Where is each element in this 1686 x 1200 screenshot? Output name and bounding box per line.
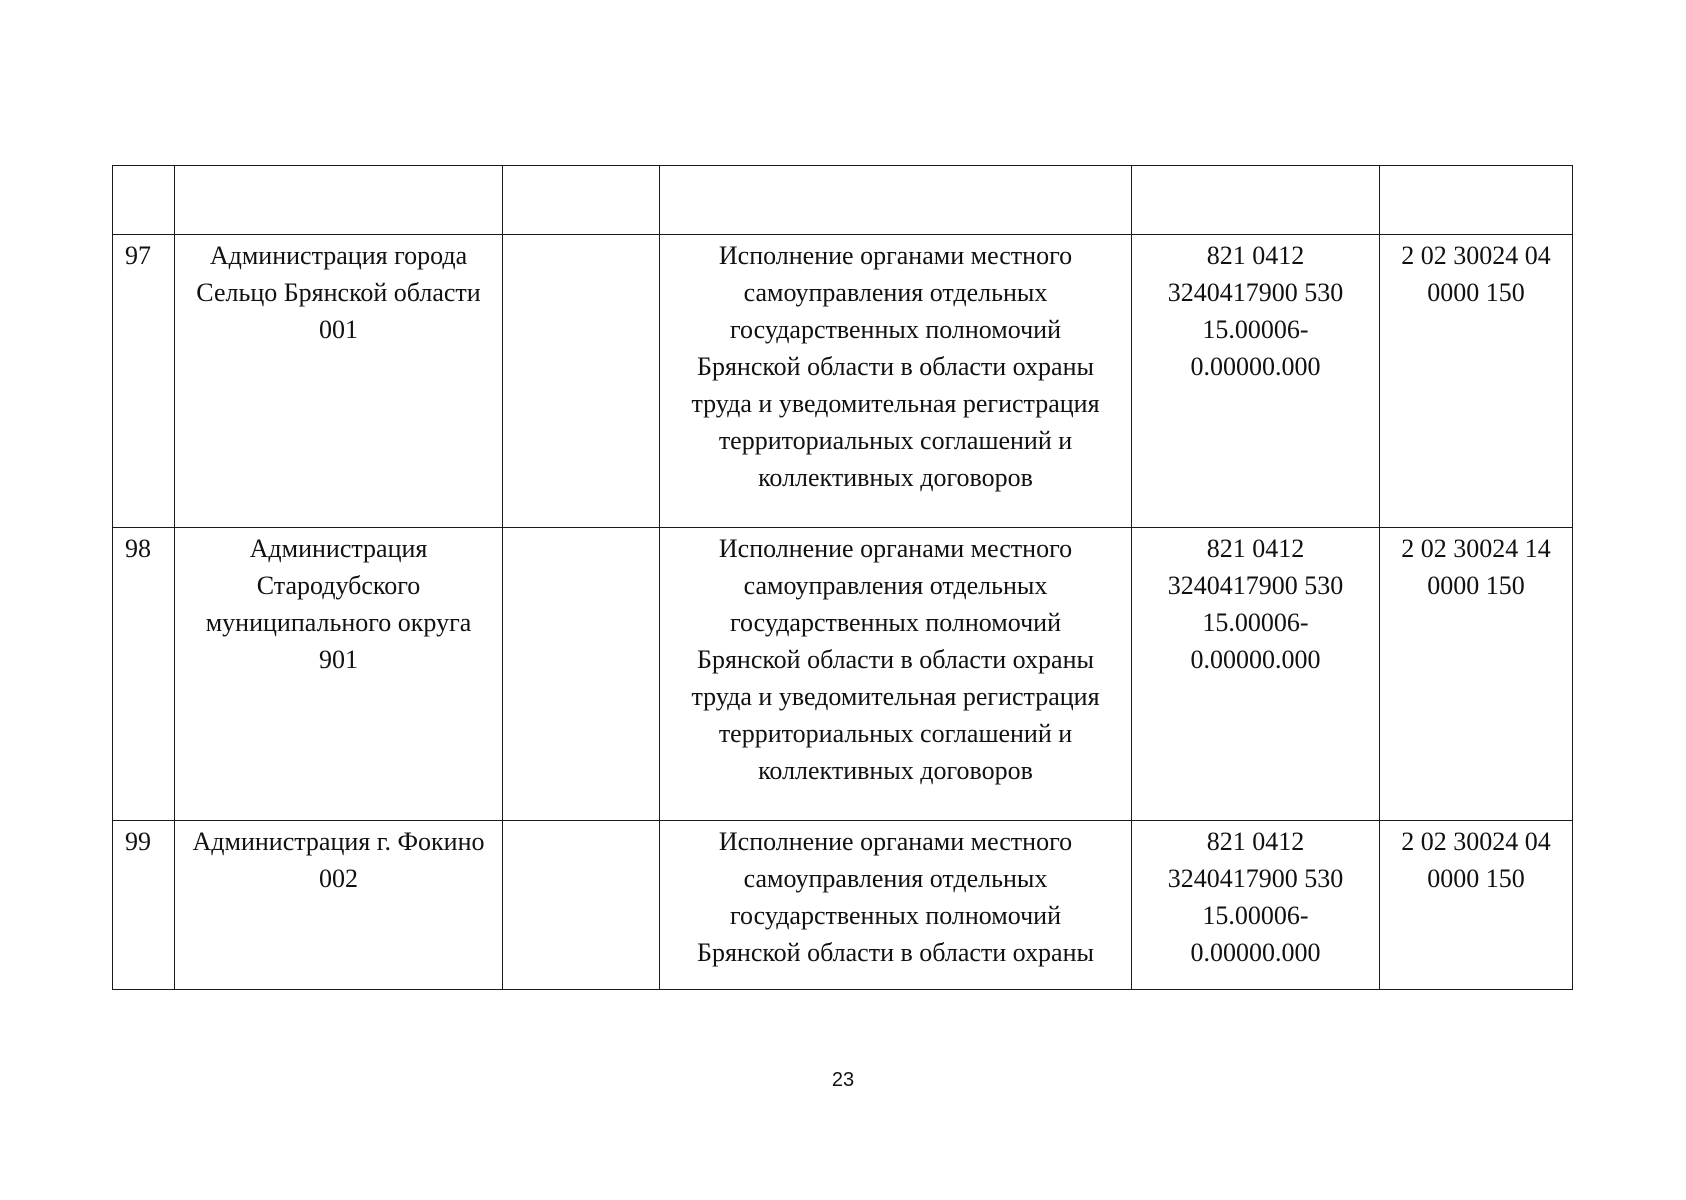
budget-table <box>112 165 1573 990</box>
header-cell-num <box>113 166 175 235</box>
kbk-line: 0.00000.000 <box>1190 938 1321 967</box>
revenue-code-line: 0000 150 <box>1427 864 1525 893</box>
row-number: 98 <box>113 528 175 821</box>
organization-line: муниципального округа <box>205 608 472 637</box>
revenue-code-cell <box>1380 821 1573 990</box>
purpose-line: коллективных договоров <box>758 463 1033 492</box>
kbk-line: 15.00006- <box>1202 608 1309 637</box>
organization-line: 002 <box>319 864 358 893</box>
purpose-cell <box>660 235 1132 528</box>
kbk-line: 0.00000.000 <box>1190 645 1321 674</box>
revenue-code-line: 2 02 30024 14 <box>1401 534 1551 563</box>
revenue-code-cell <box>1380 235 1573 528</box>
purpose-line: государственных полномочий <box>729 608 1061 637</box>
purpose-line: Исполнение органами местного <box>718 827 1073 856</box>
kbk-line: 3240417900 530 <box>1167 278 1344 307</box>
kbk-cell <box>1132 821 1380 990</box>
kbk-cell <box>1132 235 1380 528</box>
kbk-line: 821 0412 <box>1206 534 1305 563</box>
header-cell-code <box>1380 166 1573 235</box>
table-row <box>113 235 1573 528</box>
organization-line: Администрация г. Фокино <box>192 827 485 856</box>
purpose-line: самоуправления отдельных <box>743 864 1048 893</box>
organization-cell <box>175 528 503 821</box>
purpose-line: территориальных соглашений и <box>718 426 1073 455</box>
organization-cell <box>175 235 503 528</box>
revenue-code-line: 0000 150 <box>1427 571 1525 600</box>
kbk-cell <box>1132 528 1380 821</box>
revenue-code-line: 2 02 30024 04 <box>1401 241 1551 270</box>
purpose-line: Брянской области в области охраны <box>697 352 1094 381</box>
purpose-line: коллективных договоров <box>758 756 1033 785</box>
purpose-line: Исполнение органами местного <box>718 241 1073 270</box>
table-body <box>113 166 1573 990</box>
kbk-line: 821 0412 <box>1206 827 1305 856</box>
purpose-line: Брянской области в области охраны <box>697 938 1094 967</box>
organization-line: Сельцо Брянской области <box>196 278 481 307</box>
organization-line: Администрация города <box>209 241 468 270</box>
revenue-code-cell <box>1380 528 1573 821</box>
organization-line: Администрация <box>249 534 428 563</box>
table-row <box>113 821 1573 990</box>
page-number: 23 <box>831 1069 855 1091</box>
header-cell-org <box>175 166 503 235</box>
revenue-code-line: 0000 150 <box>1427 278 1525 307</box>
empty-cell <box>503 821 660 990</box>
kbk-line: 821 0412 <box>1206 241 1305 270</box>
organization-line: Стародубского <box>256 571 421 600</box>
organization-cell <box>175 821 503 990</box>
purpose-line: труда и уведомительная регистрация <box>691 389 1100 418</box>
row-number: 97 <box>113 235 175 528</box>
purpose-line: Исполнение органами местного <box>718 534 1073 563</box>
purpose-cell <box>660 821 1132 990</box>
purpose-line: государственных полномочий <box>729 315 1061 344</box>
organization-line: 901 <box>319 645 358 674</box>
purpose-line: Брянской области в области охраны <box>697 645 1094 674</box>
header-cell-empty <box>503 166 660 235</box>
kbk-line: 15.00006- <box>1202 315 1309 344</box>
row-number: 99 <box>113 821 175 990</box>
purpose-line: труда и уведомительная регистрация <box>691 682 1100 711</box>
kbk-line: 3240417900 530 <box>1167 864 1344 893</box>
purpose-line: самоуправления отдельных <box>743 571 1048 600</box>
organization-line: 001 <box>319 315 358 344</box>
purpose-cell <box>660 528 1132 821</box>
kbk-line: 15.00006- <box>1202 901 1309 930</box>
purpose-line: государственных полномочий <box>729 901 1061 930</box>
empty-cell <box>503 528 660 821</box>
table-row <box>113 528 1573 821</box>
kbk-line: 0.00000.000 <box>1190 352 1321 381</box>
header-cell-purpose <box>660 166 1132 235</box>
table-header-row <box>113 166 1573 235</box>
empty-cell <box>503 235 660 528</box>
purpose-line: территориальных соглашений и <box>718 719 1073 748</box>
revenue-code-line: 2 02 30024 04 <box>1401 827 1551 856</box>
kbk-line: 3240417900 530 <box>1167 571 1344 600</box>
header-cell-kbk <box>1132 166 1380 235</box>
purpose-line: самоуправления отдельных <box>743 278 1048 307</box>
